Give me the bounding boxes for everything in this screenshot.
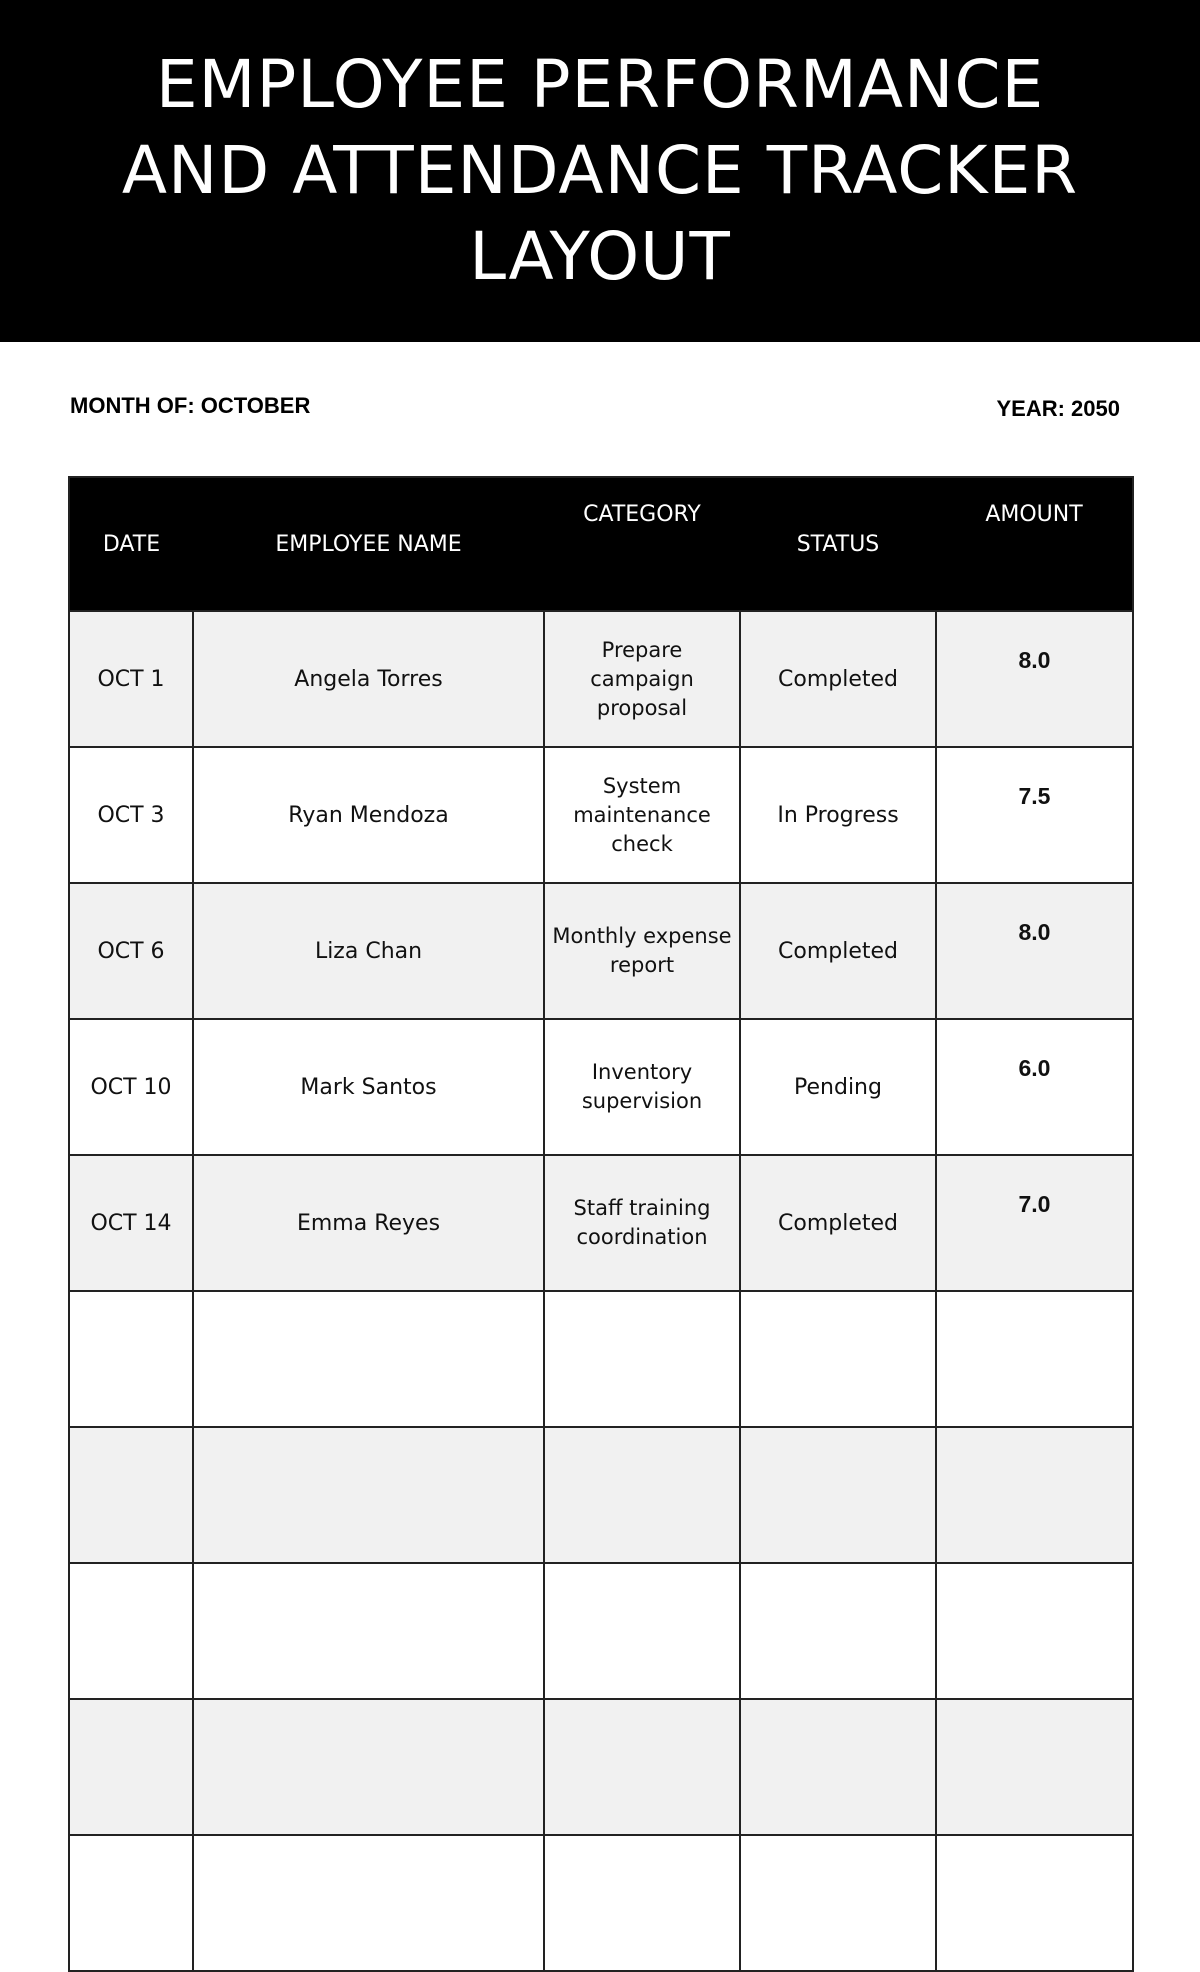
cell-amount	[936, 1835, 1133, 1971]
cell-status: Completed	[740, 1155, 936, 1291]
cell-employee-name	[193, 1427, 544, 1563]
cell-date: OCT 1	[69, 611, 193, 747]
year-label: YEAR: 2050	[996, 396, 1120, 421]
table-row	[69, 1699, 1133, 1835]
cell-employee-name	[193, 1563, 544, 1699]
cell-category	[544, 1835, 740, 1971]
cell-date: OCT 6	[69, 883, 193, 1019]
cell-category	[544, 1427, 740, 1563]
tracker-table	[68, 476, 1134, 1972]
cell-date: OCT 14	[69, 1155, 193, 1291]
table-row	[69, 747, 1133, 883]
table-row	[69, 1563, 1133, 1699]
cell-status: Completed	[740, 611, 936, 747]
cell-amount	[936, 1699, 1133, 1835]
cell-employee-name: Angela Torres	[193, 611, 544, 747]
cell-amount: 6.0	[936, 1019, 1133, 1155]
column-header-employee-name: EMPLOYEE NAME	[193, 477, 544, 611]
cell-category	[544, 1563, 740, 1699]
table-body	[69, 611, 1133, 1971]
cell-amount: 7.5	[936, 747, 1133, 883]
cell-date: OCT 10	[69, 1019, 193, 1155]
cell-category: Staff training coordination	[544, 1155, 740, 1291]
cell-category: Monthly expense report	[544, 883, 740, 1019]
column-header-category: CATEGORY	[544, 477, 740, 611]
table-row	[69, 1019, 1133, 1155]
cell-status	[740, 1563, 936, 1699]
cell-amount	[936, 1291, 1133, 1427]
table-row	[69, 1155, 1133, 1291]
cell-employee-name: Mark Santos	[193, 1019, 544, 1155]
cell-employee-name: Ryan Mendoza	[193, 747, 544, 883]
cell-amount	[936, 1563, 1133, 1699]
cell-category: Prepare campaign proposal	[544, 611, 740, 747]
cell-employee-name	[193, 1835, 544, 1971]
cell-status: In Progress	[740, 747, 936, 883]
table-row	[69, 1427, 1133, 1563]
cell-status	[740, 1291, 936, 1427]
column-header-amount: AMOUNT	[936, 477, 1133, 611]
cell-date	[69, 1291, 193, 1427]
table-row	[69, 611, 1133, 747]
cell-employee-name: Liza Chan	[193, 883, 544, 1019]
cell-employee-name: Emma Reyes	[193, 1155, 544, 1291]
table-row	[69, 883, 1133, 1019]
column-header-status: STATUS	[740, 477, 936, 611]
cell-status	[740, 1835, 936, 1971]
cell-status	[740, 1427, 936, 1563]
cell-date	[69, 1699, 193, 1835]
cell-date	[69, 1427, 193, 1563]
cell-amount: 7.0	[936, 1155, 1133, 1291]
cell-amount	[936, 1427, 1133, 1563]
table-row	[69, 1835, 1133, 1971]
cell-employee-name	[193, 1699, 544, 1835]
title-banner	[0, 0, 1200, 342]
cell-category	[544, 1699, 740, 1835]
cell-employee-name	[193, 1291, 544, 1427]
cell-date	[69, 1563, 193, 1699]
table-row	[69, 1291, 1133, 1427]
cell-status: Pending	[740, 1019, 936, 1155]
table-header-row	[69, 477, 1133, 611]
column-header-date: DATE	[69, 477, 193, 611]
cell-date	[69, 1835, 193, 1971]
cell-amount: 8.0	[936, 611, 1133, 747]
cell-status	[740, 1699, 936, 1835]
page-title: EMPLOYEE PERFORMANCE AND ATTENDANCE TRACKER LAYOUT	[121, 46, 1079, 295]
cell-category	[544, 1291, 740, 1427]
cell-status: Completed	[740, 883, 936, 1019]
cell-category: System maintenance check	[544, 747, 740, 883]
month-label: MONTH OF: OCTOBER	[70, 393, 311, 418]
cell-category: Inventory supervision	[544, 1019, 740, 1155]
cell-amount: 8.0	[936, 883, 1133, 1019]
cell-date: OCT 3	[69, 747, 193, 883]
